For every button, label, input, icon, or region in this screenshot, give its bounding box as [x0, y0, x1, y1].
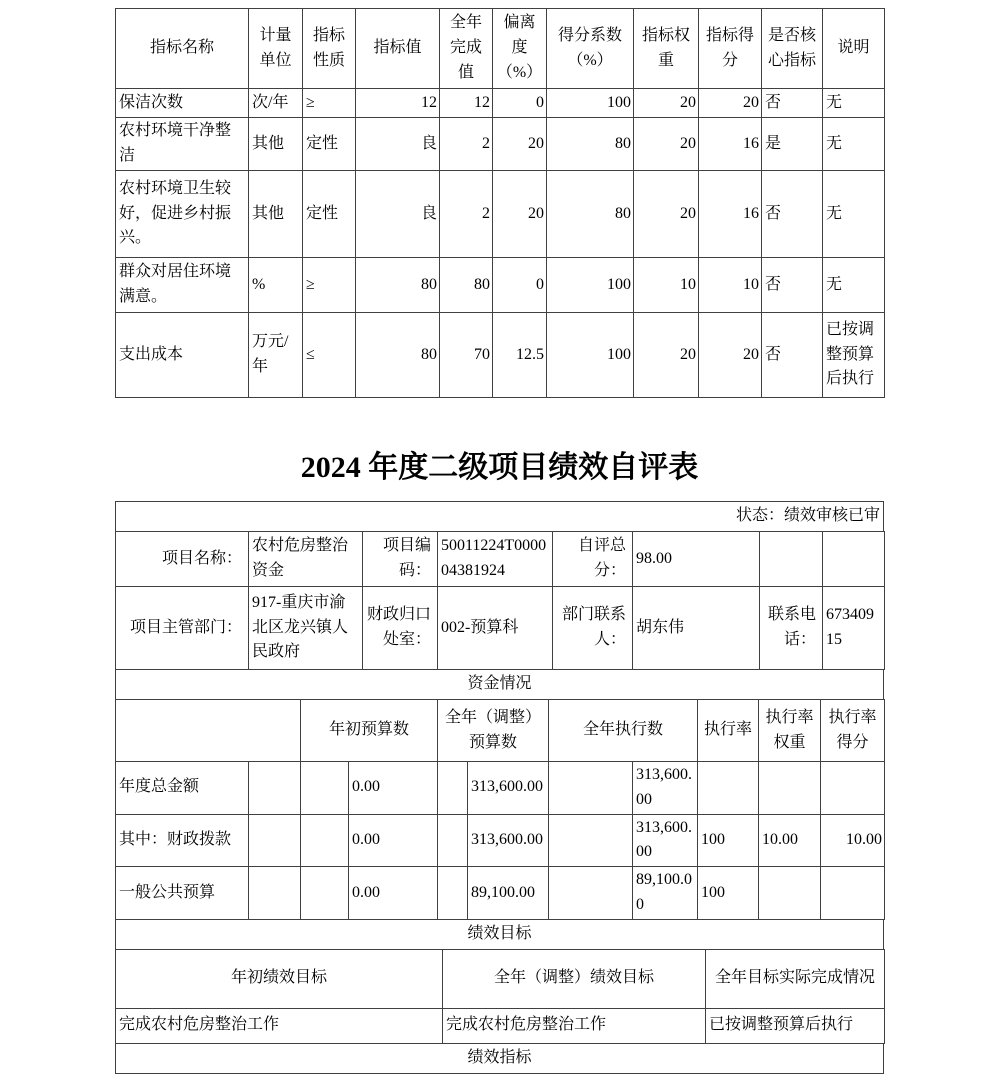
funding-executed: 89,100.00	[633, 867, 698, 920]
funding-adjusted: 313,600.00	[468, 814, 549, 867]
indicator-header: 指标性质	[303, 9, 356, 89]
indicator-cell: 次/年	[249, 89, 303, 118]
indicator-cell: 10	[699, 258, 762, 313]
indicator-header: 指标值	[356, 9, 440, 89]
indicator-cell: 万元/年	[249, 313, 303, 398]
indicator-cell: 否	[762, 258, 823, 313]
funding-row	[116, 867, 885, 920]
indicator-cell: 已按调整预算后执行	[823, 313, 885, 398]
indicator-header: 说明	[823, 9, 885, 89]
indicator-row	[116, 258, 885, 313]
funding-rate: 100	[698, 814, 759, 867]
funding-rate-weight	[759, 762, 821, 815]
project-name-label: 项目名称：	[116, 532, 249, 587]
page-title: 2024 年度二级项目绩效自评表	[300, 451, 699, 484]
funding-table	[115, 699, 885, 920]
goals-row	[116, 1008, 885, 1043]
funding-row	[116, 762, 885, 815]
contact-label: 部门联系人：	[553, 587, 633, 670]
self-score-value: 98.00	[633, 532, 760, 587]
indicators-section-header	[115, 1043, 884, 1074]
finance-office-label: 财政归口处室：	[363, 587, 438, 670]
status-text: 状态：绩效审核已审	[116, 502, 884, 532]
empty-cell	[438, 867, 468, 920]
indicator-cell: 2	[440, 171, 493, 258]
indicator-cell: 12	[356, 89, 440, 118]
indicator-cell: 80	[356, 313, 440, 398]
funding-header: 年初预算数	[301, 700, 438, 762]
indicator-cell: 80	[547, 118, 634, 171]
empty-cell	[301, 814, 349, 867]
empty-cell	[760, 532, 823, 587]
indicator-cell: 农村环境干净整洁	[116, 118, 249, 171]
goal-initial: 完成农村危房整治工作	[116, 1008, 443, 1043]
indicator-cell: 其他	[249, 171, 303, 258]
indicator-row	[116, 89, 885, 118]
indicator-cell: 10	[634, 258, 699, 313]
goals-table	[115, 949, 885, 1044]
indicator-header: 偏离度（%）	[493, 9, 547, 89]
indicator-cell: 良	[356, 171, 440, 258]
funding-section-header	[115, 669, 884, 700]
goals-header: 年初绩效目标	[116, 949, 443, 1008]
funding-initial: 0.00	[349, 867, 438, 920]
indicator-cell: 是	[762, 118, 823, 171]
indicator-header: 计量单位	[249, 9, 303, 89]
phone-label: 联系电话：	[760, 587, 823, 670]
funding-row-label: 年度总金额	[116, 762, 249, 815]
goals-header-row	[116, 949, 885, 1008]
indicator-row	[116, 313, 885, 398]
funding-header-row	[116, 700, 885, 762]
indicator-cell: 20	[634, 313, 699, 398]
funding-rate-score: 10.00	[821, 814, 885, 867]
indicator-cell: ≤	[303, 313, 356, 398]
indicator-cell: 100	[547, 313, 634, 398]
indicator-row	[116, 118, 885, 171]
funding-rate-score	[821, 867, 885, 920]
indicator-table	[115, 8, 885, 398]
indicator-cell: 0	[493, 89, 547, 118]
empty-cell	[823, 532, 885, 587]
empty-cell	[549, 867, 633, 920]
contact-value: 胡东伟	[633, 587, 760, 670]
indicator-header: 指标权重	[634, 9, 699, 89]
project-name-value: 农村危房整治资金	[249, 532, 363, 587]
funding-executed: 313,600.00	[633, 814, 698, 867]
indicator-cell: 2	[440, 118, 493, 171]
indicator-cell: ≥	[303, 89, 356, 118]
funding-header: 全年执行数	[549, 700, 698, 762]
funding-header: 执行率得分	[821, 700, 885, 762]
empty-cell	[116, 700, 301, 762]
funding-header: 执行率权重	[759, 700, 821, 762]
indicator-cell: 无	[823, 258, 885, 313]
funding-rate	[698, 762, 759, 815]
dept-label: 项目主管部门：	[116, 587, 249, 670]
indicator-cell: 无	[823, 89, 885, 118]
empty-cell	[301, 762, 349, 815]
indicator-cell: 否	[762, 313, 823, 398]
indicator-header: 全年完成值	[440, 9, 493, 89]
goal-actual: 已按调整预算后执行	[706, 1008, 885, 1043]
funding-row-label: 一般公共预算	[116, 867, 249, 920]
funding-initial: 0.00	[349, 814, 438, 867]
empty-cell	[249, 867, 301, 920]
indicator-cell: 80	[440, 258, 493, 313]
funding-rate: 100	[698, 867, 759, 920]
indicator-cell: 其他	[249, 118, 303, 171]
indicator-header: 指标得分	[699, 9, 762, 89]
empty-cell	[301, 867, 349, 920]
indicator-cell: ≥	[303, 258, 356, 313]
empty-cell	[549, 814, 633, 867]
indicator-cell: 16	[699, 118, 762, 171]
indicator-cell: 20	[699, 313, 762, 398]
indicator-cell: 12.5	[493, 313, 547, 398]
indicator-cell: %	[249, 258, 303, 313]
indicator-cell: 20	[634, 118, 699, 171]
empty-cell	[249, 762, 301, 815]
funding-adjusted: 89,100.00	[468, 867, 549, 920]
indicator-cell: 20	[634, 171, 699, 258]
funding-section-title: 资金情况	[116, 670, 884, 700]
goals-section-header	[115, 919, 884, 950]
self-eval-status-table	[115, 501, 884, 532]
phone-value: 67340915	[823, 587, 885, 670]
goal-adjusted: 完成农村危房整治工作	[443, 1008, 706, 1043]
indicator-cell: 无	[823, 171, 885, 258]
project-info-row	[116, 587, 885, 670]
indicator-cell: 无	[823, 118, 885, 171]
project-info-table	[115, 531, 885, 670]
indicator-cell: 群众对居住环境满意。	[116, 258, 249, 313]
indicator-cell: 支出成本	[116, 313, 249, 398]
indicator-header: 得分系数（%）	[547, 9, 634, 89]
indicator-cell: 良	[356, 118, 440, 171]
project-code-label: 项目编码：	[363, 532, 438, 587]
indicator-cell: 保洁次数	[116, 89, 249, 118]
funding-adjusted: 313,600.00	[468, 762, 549, 815]
indicator-cell: 20	[493, 118, 547, 171]
indicator-cell: 20	[493, 171, 547, 258]
empty-cell	[438, 814, 468, 867]
funding-row-label: 其中：财政拨款	[116, 814, 249, 867]
funding-rate-weight	[759, 867, 821, 920]
indicator-cell: 16	[699, 171, 762, 258]
self-score-label: 自评总分：	[553, 532, 633, 587]
indicator-cell: 0	[493, 258, 547, 313]
indicator-row	[116, 171, 885, 258]
funding-row	[116, 814, 885, 867]
indicator-cell: 定性	[303, 171, 356, 258]
goals-header: 全年目标实际完成情况	[706, 949, 885, 1008]
indicators-section-title: 绩效指标	[116, 1043, 884, 1073]
indicator-cell: 12	[440, 89, 493, 118]
funding-header: 全年（调整）预算数	[438, 700, 549, 762]
funding-executed: 313,600.00	[633, 762, 698, 815]
indicator-cell: 否	[762, 89, 823, 118]
funding-rate-weight: 10.00	[759, 814, 821, 867]
indicator-cell: 100	[547, 89, 634, 118]
dept-value: 917-重庆市渝北区龙兴镇人民政府	[249, 587, 363, 670]
indicator-cell: 定性	[303, 118, 356, 171]
indicator-header: 是否核心指标	[762, 9, 823, 89]
indicator-cell: 80	[356, 258, 440, 313]
empty-cell	[438, 762, 468, 815]
indicator-cell: 20	[634, 89, 699, 118]
goals-header: 全年（调整）绩效目标	[443, 949, 706, 1008]
indicator-cell: 农村环境卫生较好，促进乡村振兴。	[116, 171, 249, 258]
empty-cell	[549, 762, 633, 815]
indicator-cell: 100	[547, 258, 634, 313]
funding-header: 执行率	[698, 700, 759, 762]
indicator-cell: 70	[440, 313, 493, 398]
finance-office-value: 002-预算科	[438, 587, 553, 670]
indicator-cell: 20	[699, 89, 762, 118]
project-code-value: 50011224T000004381924	[438, 532, 553, 587]
funding-initial: 0.00	[349, 762, 438, 815]
project-info-row	[116, 532, 885, 587]
funding-rate-score	[821, 762, 885, 815]
indicator-cell: 否	[762, 171, 823, 258]
indicator-header: 指标名称	[116, 9, 249, 89]
goals-section-title: 绩效目标	[116, 919, 884, 949]
empty-cell	[249, 814, 301, 867]
indicator-header-row	[116, 9, 885, 89]
indicator-cell: 80	[547, 171, 634, 258]
